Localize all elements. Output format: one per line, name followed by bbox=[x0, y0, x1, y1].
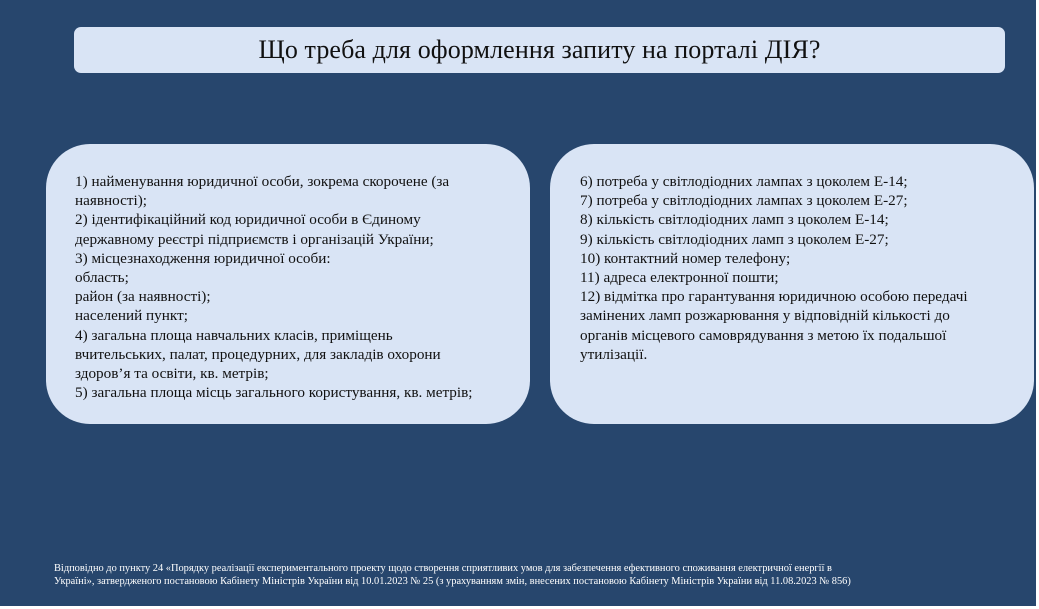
list-item: державному реєстрі підприємств і організацій України; bbox=[75, 230, 434, 248]
list-item: населений пункт; bbox=[75, 307, 188, 325]
list-item: здоров’я та освіти, кв. метрів; bbox=[75, 365, 269, 383]
list-item: органів місцевого самоврядування з метою їх подальшої bbox=[580, 326, 947, 344]
list-item: 2) ідентифікаційний код юридичної особи в Єдиному bbox=[75, 211, 421, 229]
list-item: 4) загальна площа навчальних класів, приміщень bbox=[75, 326, 393, 344]
footer-line: Відповідно до пункту 24 «Порядку реалізації експериментального проекту щодо створення сприятливих умов для забезпечення ефективного споживання електричної енергії в bbox=[54, 563, 832, 574]
footer-line: Україні», затвердженого постановою Кабінету Міністрів України від 10.01.2023 № 25 (з урахуванням змін, внесених постановою Кабінету Міністрів України від 11.08.2023 № 856) bbox=[54, 575, 851, 587]
footer-note bbox=[54, 563, 1024, 588]
list-item: 8) кількість світлодіодних ламп з цоколем Е-14; bbox=[580, 211, 889, 229]
list-item: 10) контактний номер телефону; bbox=[580, 249, 791, 267]
list-item: 1) найменування юридичної особи, зокрема скорочене (за bbox=[75, 173, 450, 190]
list-item: область; bbox=[75, 269, 129, 287]
list-item: утилізації. bbox=[580, 345, 648, 363]
list-item: 5) загальна площа місць загального користування, кв. метрів; bbox=[75, 384, 473, 402]
list-item: 6) потреба у світлодіодних лампах з цоколем Е-14; bbox=[580, 173, 908, 190]
list-item: 12) відмітка про гарантування юридичною особою передачі bbox=[580, 288, 968, 306]
list-item: вчительських, палат, процедурних, для закладів охорони bbox=[75, 345, 441, 363]
list-item: район (за наявності); bbox=[75, 288, 211, 306]
list-item: 7) потреба у світлодіодних лампах з цоколем Е-27; bbox=[580, 192, 908, 210]
list-item: наявності); bbox=[75, 192, 148, 210]
slide-title: Що треба для оформлення запиту на порталі ДІЯ? bbox=[258, 35, 821, 64]
list-item: 3) місцезнаходження юридичної особи: bbox=[75, 249, 331, 267]
requirements-card-left bbox=[46, 144, 530, 424]
requirements-card-right bbox=[550, 144, 1034, 424]
list-item: 9) кількість світлодіодних ламп з цоколем Е-27; bbox=[580, 230, 889, 248]
title-bar bbox=[74, 27, 1005, 73]
list-item: замінених ламп розжарювання у відповідній кількості до bbox=[580, 307, 950, 325]
list-item: 11) адреса електронної пошти; bbox=[580, 269, 779, 287]
